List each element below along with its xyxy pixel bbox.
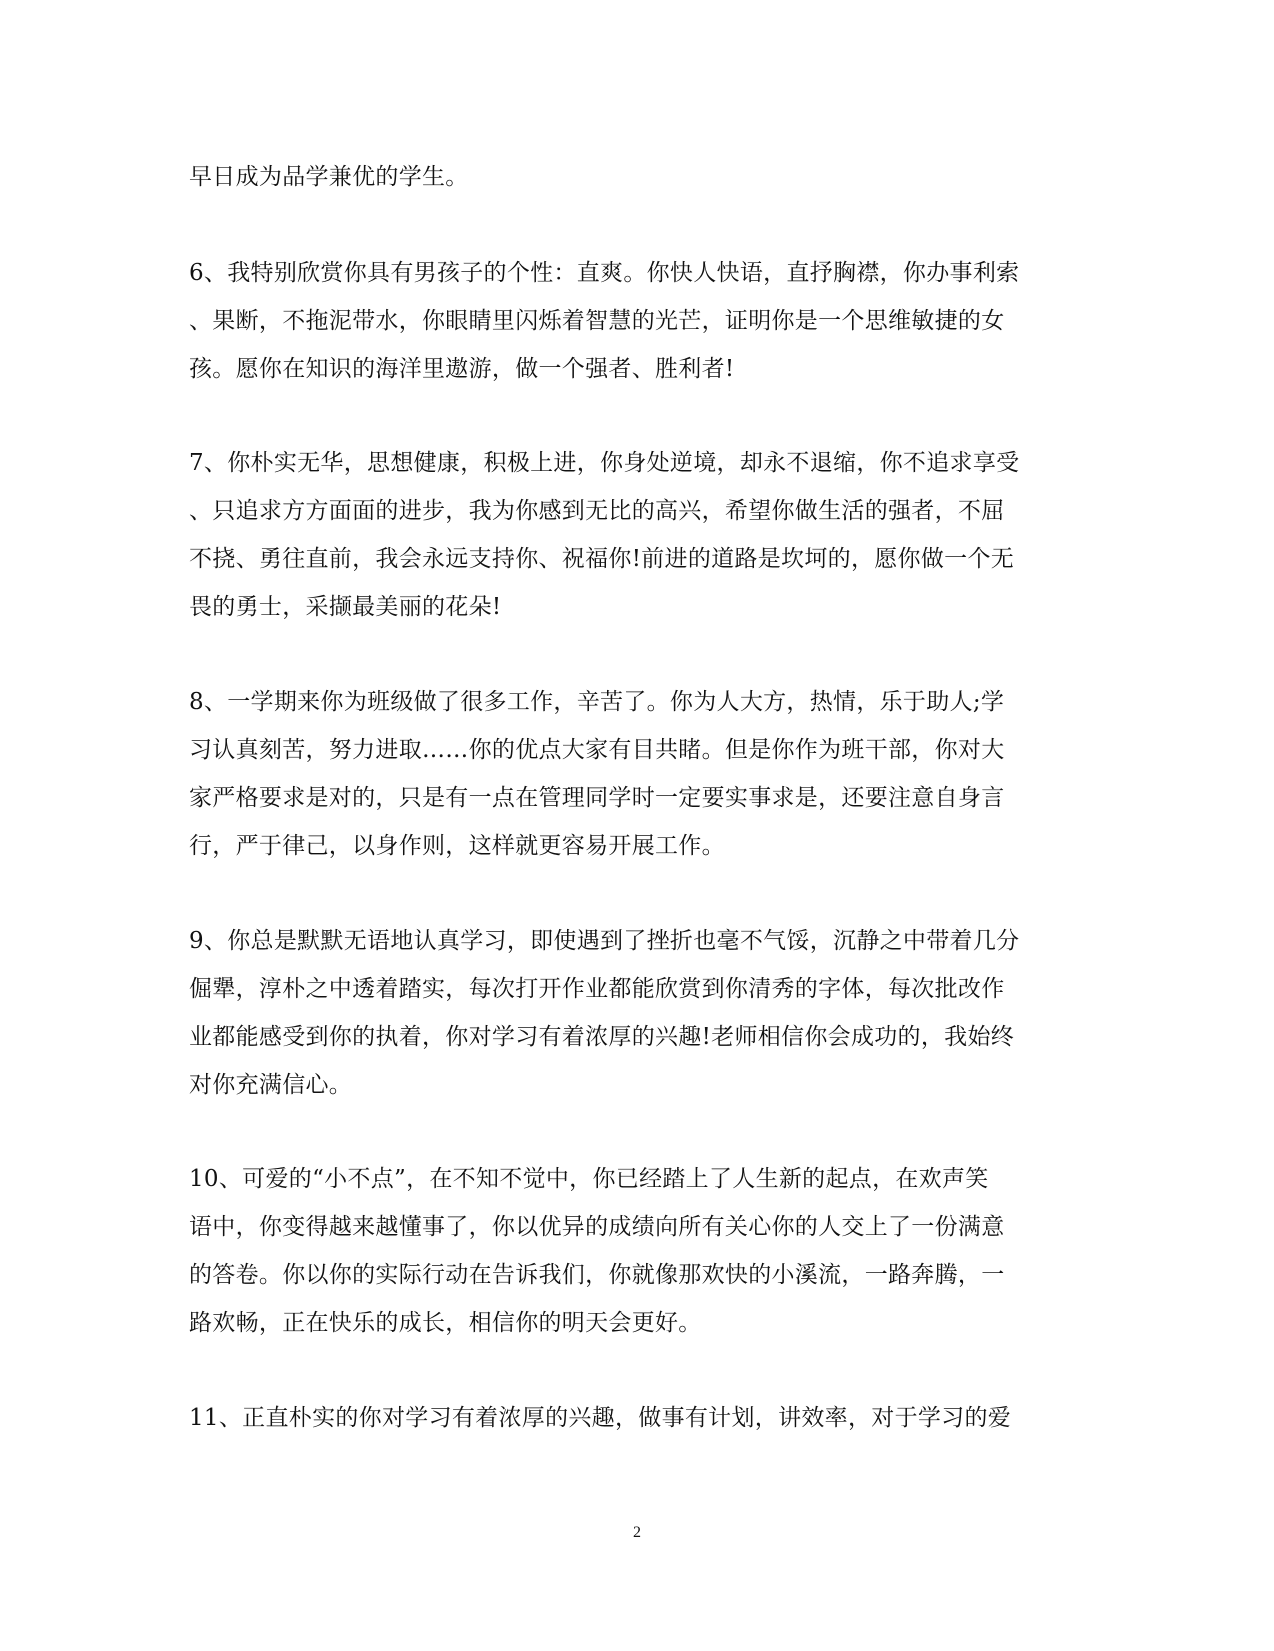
text-line: 不挠、勇往直前，我会永远支持你、祝福你!前进的道路是坎坷的，愿你做一个无 bbox=[189, 546, 1015, 572]
text-line: 9、你总是默默无语地认真学习，即使遇到了挫折也毫不气馁，沉静之中带着几分 bbox=[189, 928, 1020, 954]
text-line: 11、正直朴实的你对学习有着浓厚的兴趣，做事有计划，讲效率，对于学习的爱 bbox=[189, 1405, 1012, 1431]
paragraph-comment-6 bbox=[189, 249, 1079, 393]
text-line: 、果断，不拖泥带水，你眼睛里闪烁着智慧的光芒，证明你是一个思维敏捷的女 bbox=[189, 308, 1005, 334]
paragraph-continuation bbox=[189, 153, 1079, 201]
paragraph-comment-9 bbox=[189, 917, 1079, 1109]
text-line: 6、我特别欣赏你具有男孩子的个性：直爽。你快人快语，直抒胸襟，你办事利索 bbox=[189, 260, 1020, 286]
text-line: 家严格要求是对的，只是有一点在管理同学时一定要实事求是，还要注意自身言 bbox=[189, 785, 1005, 811]
paragraph-comment-8 bbox=[189, 678, 1079, 870]
text-line: 对你充满信心。 bbox=[189, 1072, 353, 1098]
text-line: 7、你朴实无华，思想健康，积极上进，你身处逆境，却永不退缩，你不追求享受 bbox=[189, 450, 1020, 476]
text-line: 的答卷。你以你的实际行动在告诉我们，你就像那欢快的小溪流，一路奔腾，一 bbox=[189, 1262, 1005, 1288]
text-line: 路欢畅，正在快乐的成长，相信你的明天会更好。 bbox=[189, 1310, 702, 1336]
text-line: 、只追求方方面面的进步，我为你感到无比的高兴，希望你做生活的强者，不屈 bbox=[189, 498, 1005, 524]
text-line: 10、可爱的“小不点”，在不知不觉中，你已经踏上了人生新的起点，在欢声笑 bbox=[189, 1166, 989, 1192]
paragraph-comment-10 bbox=[189, 1155, 1079, 1347]
text-line: 早日成为品学兼优的学生。 bbox=[189, 164, 469, 190]
text-line: 习认真刻苦，努力进取……你的优点大家有目共睹。但是你作为班干部，你对大 bbox=[189, 737, 1005, 763]
text-line: 语中，你变得越来越懂事了，你以优异的成绩向所有关心你的人交上了一份满意 bbox=[189, 1214, 1005, 1240]
page-number: 2 bbox=[633, 1524, 641, 1541]
text-line: 倔犟，淳朴之中透着踏实，每次打开作业都能欣赏到你清秀的字体，每次批改作 bbox=[189, 976, 1005, 1002]
paragraph-comment-7 bbox=[189, 439, 1079, 631]
text-line: 8、一学期来你为班级做了很多工作，辛苦了。你为人大方，热情，乐于助人;学 bbox=[189, 689, 1005, 715]
text-line: 业都能感受到你的执着，你对学习有着浓厚的兴趣!老师相信你会成功的，我始终 bbox=[189, 1024, 1015, 1050]
text-line: 孩。愿你在知识的海洋里遨游，做一个强者、胜利者! bbox=[189, 356, 735, 382]
text-line: 行，严于律己，以身作则，这样就更容易开展工作。 bbox=[189, 833, 725, 859]
text-line: 畏的勇士，采撷最美丽的花朵! bbox=[189, 594, 502, 620]
paragraph-comment-11 bbox=[189, 1394, 1079, 1442]
